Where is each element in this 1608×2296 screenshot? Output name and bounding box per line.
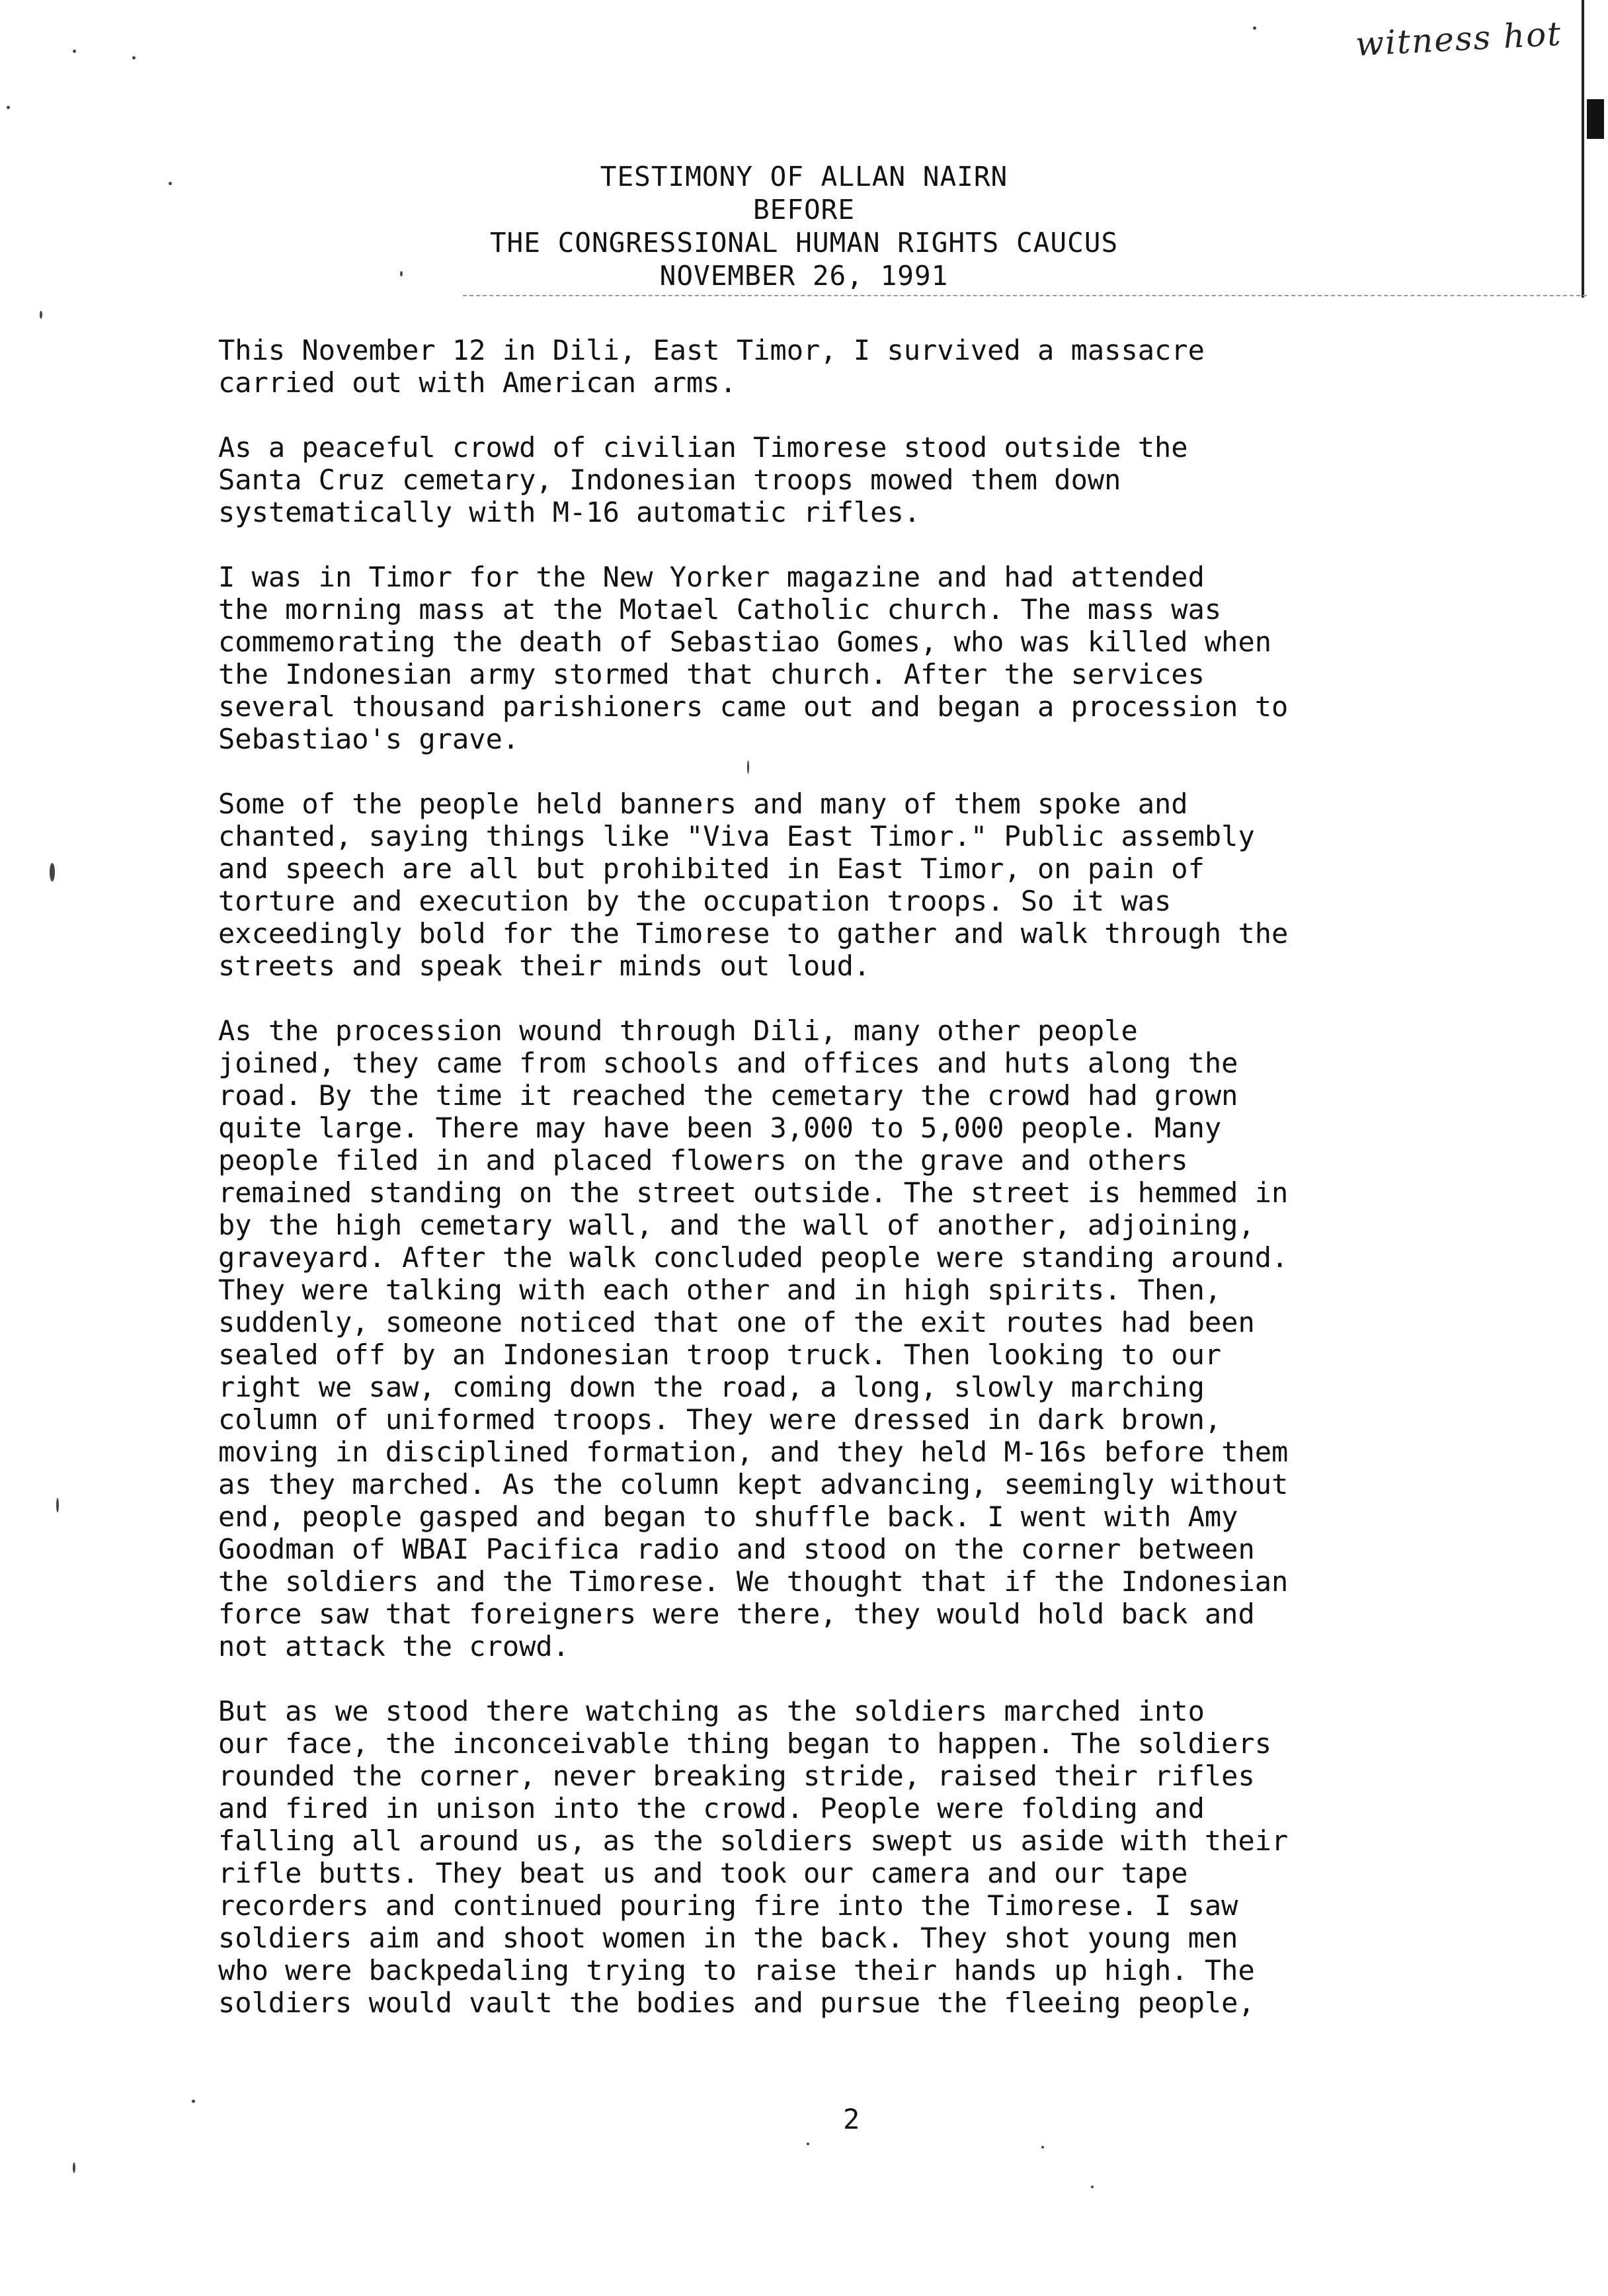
text-line: suddenly, someone noticed that one of the exit routes had been [218,1306,1255,1338]
header-before: BEFORE [752,194,856,226]
text-line: As a peaceful crowd of civilian Timorese stood outside the [218,431,1188,464]
header-caucus: THE CONGRESSIONAL HUMAN RIGHTS CAUCUS [489,227,1119,259]
paragraph [218,561,1534,755]
text-line: I was in Timor for the New Yorker magazine and had attended [218,561,1205,593]
text-line: the morning mass at the Motael Catholic church. The mass was [218,593,1222,626]
scan-speck [40,311,42,319]
text-line: torture and execution by the occupation troops. So it was [218,885,1172,917]
scan-speck [807,2143,809,2145]
paragraph [218,788,1534,982]
text-line: moving in disciplined formation, and they held M-16s before them [218,1436,1289,1468]
text-line: and fired in unison into the crowd. People were folding and [218,1792,1205,1824]
text-line: Sebastiao's grave. [218,723,520,755]
scan-speck [1253,26,1256,30]
scan-speck [192,2100,195,2103]
text-line: Santa Cruz cemetary, Indonesian troops mowed them down [218,464,1121,496]
document-header [0,160,1608,292]
header-rule [463,295,1587,298]
paragraph [218,1695,1534,2019]
text-line: This November 12 in Dili, East Timor, I survived a massacre [218,334,1205,366]
scan-speck [747,760,749,774]
header-date: NOVEMBER 26, 1991 [659,260,949,292]
text-line: exceedingly bold for the Timorese to gather and walk through the [218,917,1289,950]
text-line: graveyard. After the walk concluded people were standing around. [218,1241,1289,1274]
scan-speck [73,50,76,53]
paragraph [218,1014,1534,1662]
text-line: They were talking with each other and in high spirits. Then, [218,1274,1222,1306]
text-line: carried out with American arms. [218,366,737,399]
text-line: As the procession wound through Dili, many other people [218,1014,1138,1047]
text-line: column of uniformed troops. They were dressed in dark brown, [218,1403,1222,1436]
text-line: Some of the people held banners and many of them spoke and [218,788,1188,820]
text-line: rifle butts. They beat us and took our camera and our tape [218,1857,1188,1889]
testimony-body [218,334,1534,2051]
header-title: TESTIMONY OF ALLAN NAIRN [600,161,1008,192]
text-line: soldiers would vault the bodies and pursue the fleeing people, [218,1987,1255,2019]
scan-speck [50,863,55,882]
text-line: our face, the inconceivable thing began to happen. The soldiers [218,1727,1272,1760]
text-line: soldiers aim and shoot women in the back. They shot young men [218,1922,1238,1954]
text-line: systematically with M-16 automatic rifles. [218,496,921,528]
text-line: commemorating the death of Sebastiao Gomes, who was killed when [218,626,1272,658]
page-number: 2 [843,2103,860,2135]
text-line: not attack the crowd. [218,1630,570,1662]
paragraph [218,334,1534,399]
paragraph [218,431,1534,528]
text-line: end, people gasped and began to shuffle back. I went with Amy [218,1500,1238,1533]
text-line: the soldiers and the Timorese. We thought that if the Indonesian [218,1565,1289,1598]
text-line: Goodman of WBAI Pacifica radio and stood on the corner between [218,1533,1255,1565]
text-line: people filed in and placed flowers on the grave and others [218,1144,1188,1176]
text-line: as they marched. As the column kept advancing, seemingly without [218,1468,1289,1500]
scan-speck [400,271,403,276]
text-line: chanted, saying things like "Viva East Timor." Public assembly [218,820,1255,852]
text-line: force saw that foreigners were there, they would hold back and [218,1598,1255,1630]
text-line: joined, they came from schools and offices and huts along the [218,1047,1238,1079]
text-line: sealed off by an Indonesian troop truck. Then looking to our [218,1338,1222,1371]
text-line: and speech are all but prohibited in East Timor, on pain of [218,852,1205,885]
text-line: falling all around us, as the soldiers swept us aside with their [218,1824,1289,1857]
text-line: who were backpedaling trying to raise their hands up high. The [218,1954,1255,1987]
scan-speck [132,56,136,60]
text-line: quite large. There may have been 3,000 to 5,000 people. Many [218,1112,1222,1144]
scan-speck [56,1498,59,1512]
scan-speck [169,182,172,185]
text-line: remained standing on the street outside. The street is hemmed in [218,1176,1289,1209]
text-line: by the high cemetary wall, and the wall of another, adjoining, [218,1209,1255,1241]
text-line: streets and speak their minds out loud. [218,950,871,982]
scan-speck [7,106,10,109]
scan-speck [1041,2146,1044,2149]
text-line: recorders and continued pouring fire into the Timorese. I saw [218,1889,1238,1922]
text-line: the Indonesian army stormed that church. After the services [218,658,1205,690]
text-line: several thousand parishioners came out and began a procession to [218,690,1289,723]
scan-edge-mark [1587,99,1604,139]
scan-speck [73,2162,75,2173]
text-line: road. By the time it reached the cemetary the crowd had grown [218,1079,1238,1112]
handwritten-annotation: witness hot [1354,14,1563,64]
text-line: rounded the corner, never breaking stride, raised their rifles [218,1760,1255,1792]
scan-speck [1091,2186,1094,2188]
text-line: But as we stood there watching as the soldiers marched into [218,1695,1205,1727]
text-line: right we saw, coming down the road, a long, slowly marching [218,1371,1205,1403]
